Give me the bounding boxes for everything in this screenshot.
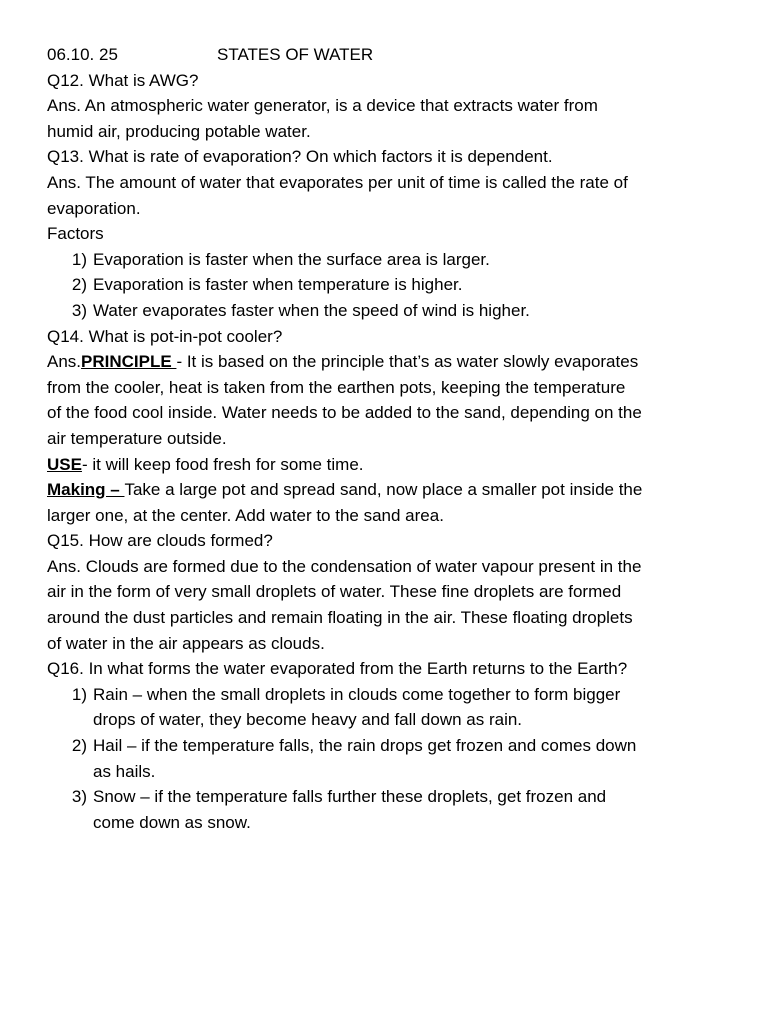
- q14-principle-text: - It is based on the principle that’s as water slowly evaporates: [176, 352, 639, 372]
- q12-question: Q12. What is AWG?: [47, 70, 199, 90]
- q15-answer-line: Ans. Clouds are formed due to the condensation of water vapour present in the: [47, 556, 642, 576]
- q16-forms-list: [47, 682, 747, 836]
- list-item-number: 3): [71, 300, 87, 320]
- q15-answer-line: air in the form of very small droplets of water. These fine droplets are formed: [47, 582, 622, 602]
- q13-factors-label: Factors: [47, 224, 104, 244]
- list-item: [47, 733, 747, 759]
- q14-ans-prefix: Ans.: [47, 352, 82, 372]
- document-title: STATES OF WATER: [217, 45, 374, 64]
- list-item-text: Water evaporates faster when the speed of wind is higher.: [93, 300, 530, 320]
- q13-answer-line: evaporation.: [47, 198, 141, 218]
- document-date: 06.10. 25: [47, 45, 118, 64]
- list-item-text: Evaporation is faster when the surface area is larger.: [93, 249, 490, 269]
- q15-answer-line: of water in the air appears as clouds.: [47, 633, 325, 653]
- list-item-text: Rain – when the small droplets in clouds come together to form bigger: [93, 684, 621, 704]
- list-item: [47, 247, 747, 273]
- list-item: [47, 682, 747, 708]
- list-item-continuation: [47, 707, 747, 733]
- q14-use-line: [47, 452, 747, 478]
- list-item: [47, 784, 747, 810]
- list-item-text: drops of water, they become heavy and fall down as rain.: [93, 710, 523, 730]
- q16-question: Q16. In what forms the water evaporated from the Earth returns to the Earth?: [47, 659, 628, 679]
- q14-making-label: Making –: [47, 480, 125, 500]
- q15-answer-line: around the dust particles and remain floating in the air. These floating droplets: [47, 608, 633, 628]
- document-page: [47, 42, 747, 835]
- list-item-number: 2): [71, 736, 87, 756]
- q15-question: Q15. How are clouds formed?: [47, 531, 273, 551]
- q14-use-label: USE: [47, 454, 82, 474]
- q14-question: Q14. What is pot-in-pot cooler?: [47, 326, 283, 346]
- list-item-number: 1): [71, 684, 87, 704]
- list-item-text: Evaporation is faster when temperature is higher.: [93, 275, 463, 295]
- q14-making-line: larger one, at the center. Add water to the sand area.: [47, 505, 444, 525]
- list-item-text: come down as snow.: [93, 812, 251, 832]
- q13-answer-line: Ans. The amount of water that evaporates per unit of time is called the rate of: [47, 172, 628, 192]
- q12-answer-line: humid air, producing potable water.: [47, 121, 311, 141]
- list-item-text: Snow – if the temperature falls further these droplets, get frozen and: [93, 787, 607, 807]
- q14-use-text: - it will keep food fresh for some time.: [81, 454, 364, 474]
- q14-principle-line: from the cooler, heat is taken from the earthen pots, keeping the temperature: [47, 377, 626, 397]
- list-item-number: 3): [71, 787, 87, 807]
- list-item: [47, 272, 747, 298]
- q14-making-first-line: [47, 477, 747, 503]
- q13-question: Q13. What is rate of evaporation? On which factors it is dependent.: [47, 147, 553, 167]
- q14-principle-line: air temperature outside.: [47, 428, 227, 448]
- list-item-number: 1): [71, 249, 87, 269]
- q12-answer-line: Ans. An atmospheric water generator, is a device that extracts water from: [47, 96, 598, 116]
- document-header: [47, 42, 747, 68]
- q14-principle-first-line: [47, 349, 747, 375]
- list-item-continuation: [47, 759, 747, 785]
- q14-principle-label: PRINCIPLE: [81, 352, 177, 372]
- q14-making-text: Take a large pot and spread sand, now place a smaller pot inside the: [124, 480, 643, 500]
- q13-factors-list: [47, 247, 747, 324]
- list-item-text: as hails.: [93, 761, 156, 781]
- list-item: [47, 298, 747, 324]
- list-item-text: Hail – if the temperature falls, the rain drops get frozen and comes down: [93, 736, 637, 756]
- q14-principle-line: of the food cool inside. Water needs to be added to the sand, depending on the: [47, 403, 642, 423]
- list-item-number: 2): [71, 275, 87, 295]
- list-item-continuation: [47, 810, 747, 836]
